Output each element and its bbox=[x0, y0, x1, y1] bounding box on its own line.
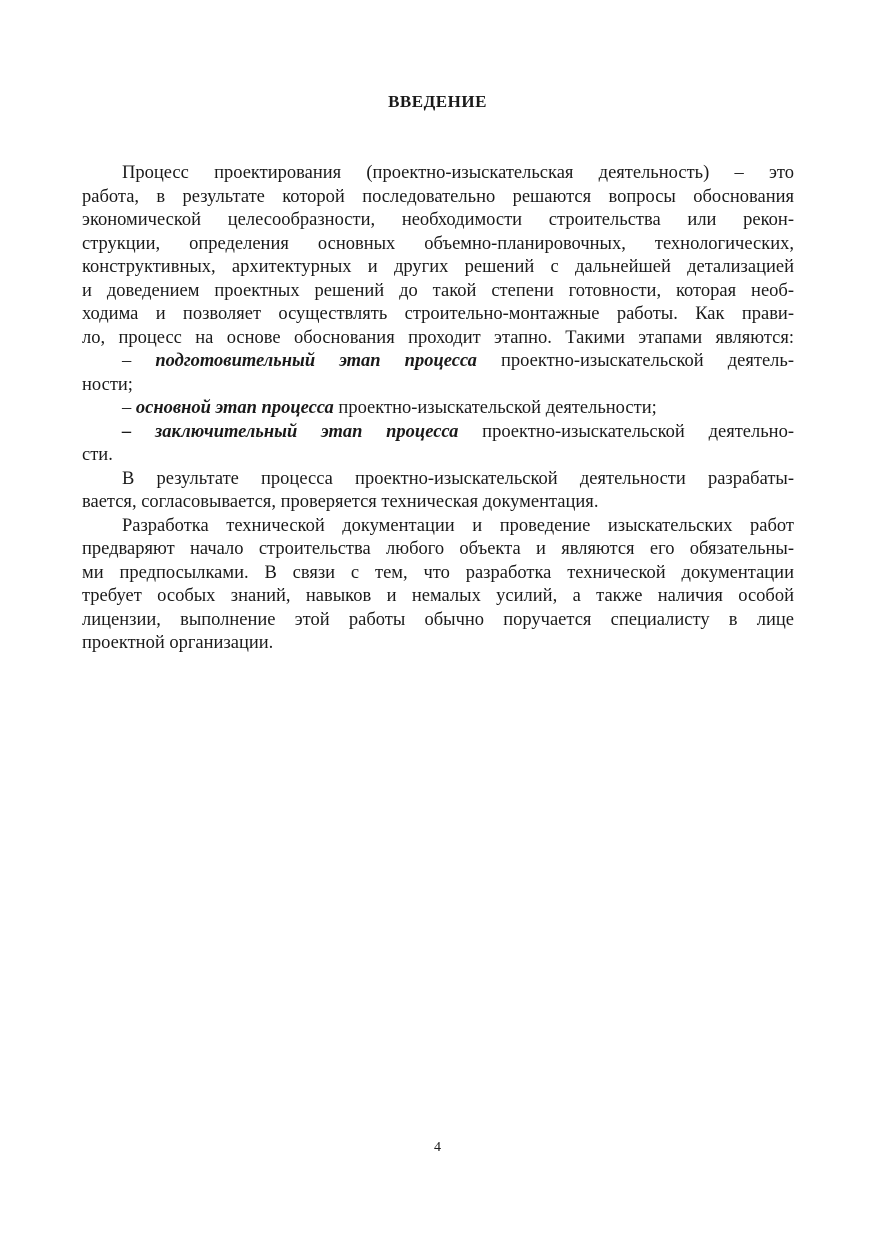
text-line: и доведением проектных решений до такой степени готовности, которая необ- bbox=[82, 280, 794, 301]
text-line: Процесс проектирования (проектно-изыскательская деятельность) – это bbox=[122, 163, 794, 183]
list-item-term: – заключительный этап процесса bbox=[122, 421, 459, 442]
text-line: ходима и позволяет осуществлять строительно-монтажные работы. Как прави- bbox=[82, 304, 794, 324]
text-line: ло, процесс на основе обоснования проходит этапно. Такими этапами являются: bbox=[82, 327, 794, 348]
list-item bbox=[82, 421, 794, 445]
list-item-text: проектно-изыскательской деятель- bbox=[476, 351, 795, 371]
text-line: конструктивных, архитектурных и других решений с дальнейшей детализацией bbox=[82, 257, 794, 277]
text-line: ми предпосылками. В связи с тем, что разработка технической документации bbox=[82, 562, 794, 583]
list-item-continuation: ности; bbox=[82, 374, 133, 395]
page-number: 4 bbox=[434, 1140, 441, 1155]
text-line: предваряют начало строительства любого объекта и являются его обязательны- bbox=[82, 539, 794, 559]
text-line: проектной организации. bbox=[82, 633, 274, 653]
text-line: экономической целесообразности, необходимости строительства или рекон- bbox=[82, 210, 794, 230]
document-body bbox=[82, 162, 794, 656]
list-dash: – bbox=[122, 398, 136, 418]
page-title: ВВЕДЕНИЕ bbox=[388, 92, 487, 111]
paragraph-result bbox=[82, 468, 794, 515]
text-line: Разработка технической документации и проведение изыскательских работ bbox=[122, 515, 794, 536]
list-item bbox=[82, 397, 794, 421]
text-line: вается, согласовывается, проверяется техническая документация. bbox=[82, 492, 599, 512]
text-line: работа, в результате которой последовательно решаются вопросы обоснования bbox=[82, 186, 794, 207]
list-item bbox=[82, 350, 794, 374]
list-dash: – bbox=[122, 351, 156, 371]
text-line: В результате процесса проектно-изыскательской деятельности разрабаты- bbox=[122, 468, 794, 489]
list-item-continuation: сти. bbox=[82, 445, 113, 465]
list-item-term: основной этап процесса bbox=[135, 398, 334, 418]
list-item-text: проектно-изыскательской деятельно- bbox=[458, 421, 794, 442]
list-item-term: подготовительный этап процесса bbox=[155, 351, 477, 371]
text-line: лицензии, выполнение этой работы обычно поручается специалисту в лице bbox=[82, 609, 794, 630]
list-item-text: проектно-изыскательской деятельности; bbox=[333, 398, 657, 418]
paragraph-intro bbox=[82, 162, 794, 350]
text-line: струкции, определения основных объемно-планировочных, технологических, bbox=[82, 233, 794, 254]
stages-list bbox=[82, 350, 794, 468]
paragraph-development bbox=[82, 515, 794, 656]
text-line: требует особых знаний, навыков и немалых усилий, а также наличия особой bbox=[82, 586, 794, 606]
